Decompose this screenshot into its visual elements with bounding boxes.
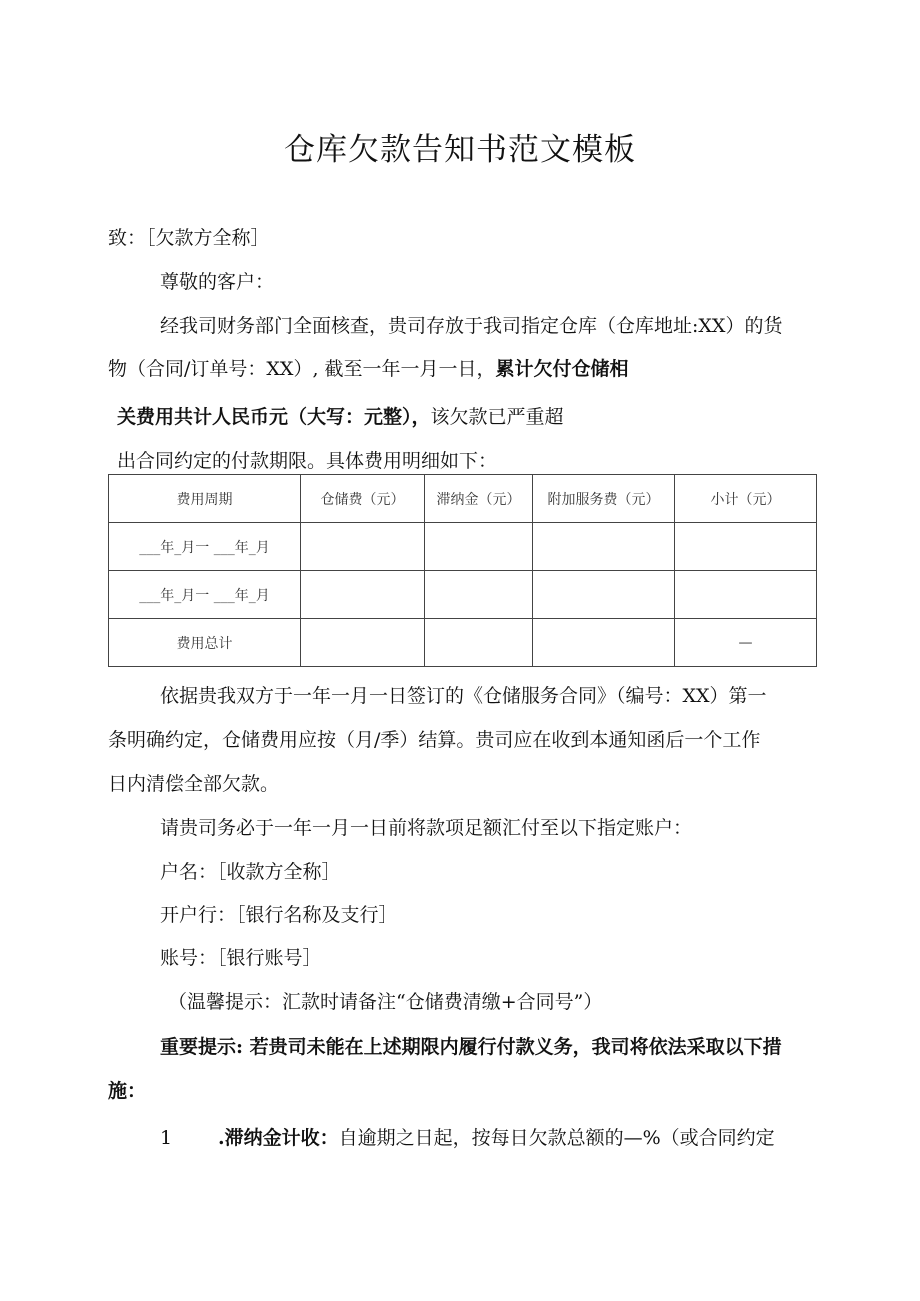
table-row: [109, 571, 817, 619]
table-header-cell: 仓储费（元）: [301, 475, 425, 523]
para1-line2-text: 物（合同/订单号：XX）, 截至一年一月一日，: [108, 358, 496, 380]
table-cell: [675, 523, 817, 571]
item-1-text: 自逾期之日起，按每日欠款总额的—%（或合同约定: [338, 1127, 775, 1149]
table-cell: [425, 571, 533, 619]
document-title: 仓库欠款告知书范文模板: [284, 132, 636, 168]
para1-line2: [108, 357, 629, 382]
table-cell: [675, 571, 817, 619]
table-cell: [301, 619, 425, 667]
table-cell: [533, 571, 675, 619]
remittance-tip: （温馨提示：汇款时请备注“仓储费清缴+合同号”）: [168, 991, 603, 1013]
para1-line1: 经我司财务部门全面核查，贵司存放于我司指定仓库（仓库地址:XX）的货: [160, 315, 783, 337]
para1-line4: 出合同约定的付款期限。具体费用明细如下：: [117, 450, 498, 472]
para1-line3-text: 该欠款已严重超: [430, 406, 564, 428]
table-header-cell: 附加服务费（元）: [533, 475, 675, 523]
salutation: 尊敬的客户：: [160, 271, 275, 293]
account-name-line: 户名：［收款方全称］: [160, 861, 341, 883]
important-notice-line2: 施：: [108, 1080, 147, 1102]
table-total-row: [109, 619, 817, 667]
fee-table: [108, 474, 817, 667]
item-1: [218, 1126, 775, 1151]
payment-request: 请贵司务必于一年一月一日前将款项足额汇付至以下指定账户：: [160, 817, 693, 839]
table-cell: [301, 523, 425, 571]
table-header-cell: 滞纳金（元）: [425, 475, 533, 523]
item-1-number: 1: [160, 1127, 173, 1149]
table-row: [109, 523, 817, 571]
account-number-line: 账号：［银行账号］: [160, 947, 322, 969]
para2-line2: 条明确约定，仓储费用应按（月/季）结算。贵司应在收到本通知函后一个工作: [108, 729, 761, 751]
para1-line3: [117, 405, 564, 430]
important-notice-line1: 重要提示: 若贵司未能在上述期限内履行付款义务，我司将依法采取以下措: [160, 1036, 782, 1058]
item-1-heading: .滞纳金计收：: [218, 1127, 339, 1149]
table-cell: [425, 619, 533, 667]
table-cell: ___年_月一 ___年_月: [109, 571, 301, 619]
table-cell: [425, 523, 533, 571]
table-cell: ___年_月一 ___年_月: [109, 523, 301, 571]
bank-line: 开户行：［银行名称及支行］: [160, 904, 398, 926]
table-header-row: [109, 475, 817, 523]
para2-line1: 依据贵我双方于一年一月一日签订的《仓储服务合同》（编号：XX）第一: [160, 685, 767, 707]
para1-line2-bold: 累计欠付仓储相: [495, 358, 629, 380]
table-cell: [533, 523, 675, 571]
table-cell: [301, 571, 425, 619]
table-header-cell: 小计（元）: [675, 475, 817, 523]
table-cell: 费用总计: [109, 619, 301, 667]
para2-line3: 日内清偿全部欠款。: [108, 773, 280, 795]
table-header-cell: 费用周期: [109, 475, 301, 523]
table-cell: [533, 619, 675, 667]
para1-line3-bold: 关费用共计人民币元（大写：元整），: [117, 406, 431, 428]
recipient-line: 致：［欠款方全称］: [108, 227, 270, 249]
table-cell: —: [675, 619, 817, 667]
